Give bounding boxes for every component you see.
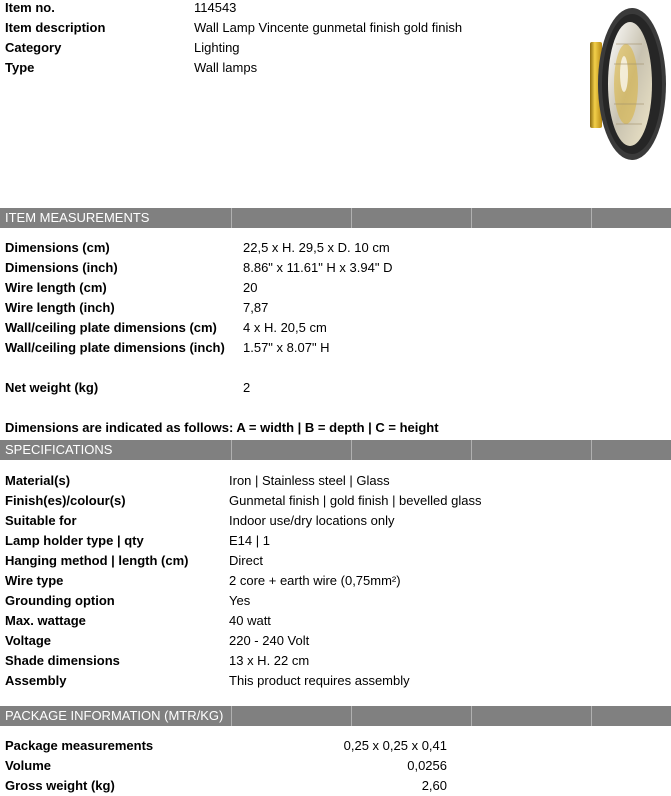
spec-row (0, 631, 671, 651)
net-weight-value: 2 (243, 380, 251, 395)
spec-value: E14 | 1 (229, 533, 270, 548)
package-information-title: PACKAGE INFORMATION (MTR/KG) (5, 708, 224, 723)
spec-row (0, 571, 671, 591)
item-no-label: Item no. (5, 0, 55, 15)
specifications-header (0, 440, 671, 460)
measurement-value: 1.57" x 8.07" H (243, 340, 330, 355)
spec-row (0, 671, 671, 691)
spec-label: Assembly (5, 673, 67, 688)
spec-row (0, 491, 671, 511)
spec-row (0, 471, 671, 491)
package-label: Volume (5, 758, 51, 773)
package-label: Package measurements (5, 738, 154, 753)
category-value: Lighting (194, 40, 240, 55)
spec-value: 220 - 240 Volt (229, 633, 310, 648)
spec-row (0, 611, 671, 631)
package-label: Gross weight (kg) (5, 778, 115, 793)
spec-row (0, 551, 671, 571)
spec-label: Grounding option (5, 593, 115, 608)
net-weight-row (0, 378, 671, 398)
spec-label: Voltage (5, 633, 51, 648)
measurement-label: Dimensions (cm) (5, 240, 110, 255)
product-image (580, 4, 670, 164)
measurement-value: 20 (243, 280, 258, 295)
dimensions-note: Dimensions are indicated as follows: A = width | B = depth | C = height (5, 420, 439, 435)
measurement-value: 22,5 x H. 29,5 x D. 10 cm (243, 240, 390, 255)
spec-label: Max. wattage (5, 613, 86, 628)
measurement-row (0, 298, 671, 318)
measurement-row (0, 338, 671, 358)
spec-label: Material(s) (5, 473, 71, 488)
measurement-value: 4 x H. 20,5 cm (243, 320, 327, 335)
measurement-label: Dimensions (inch) (5, 260, 118, 275)
spec-value: Gunmetal finish | gold finish | bevelled glass (229, 493, 482, 508)
item-description-label: Item description (5, 20, 106, 35)
package-value: 0,25 x 0,25 x 0,41 (343, 738, 447, 753)
spec-row (0, 651, 671, 671)
item-description-value: Wall Lamp Vincente gunmetal finish gold finish (194, 20, 463, 35)
package-row (0, 776, 671, 796)
measurement-row (0, 278, 671, 298)
package-information-header (0, 706, 671, 726)
spec-value: 2 core + earth wire (0,75mm²) (229, 573, 401, 588)
measurement-row (0, 258, 671, 278)
package-row (0, 736, 671, 756)
spec-label: Suitable for (5, 513, 77, 528)
package-value: 0,0256 (407, 758, 447, 773)
measurement-label: Wall/ceiling plate dimensions (inch) (5, 340, 225, 355)
spec-row (0, 591, 671, 611)
measurement-value: 7,87 (243, 300, 269, 315)
measurement-label: Wire length (cm) (5, 280, 107, 295)
spec-label: Hanging method | length (cm) (5, 553, 189, 568)
package-value: 2,60 (421, 778, 447, 793)
spec-value: 13 x H. 22 cm (229, 653, 310, 668)
type-value: Wall lamps (194, 60, 258, 75)
measurement-row (0, 318, 671, 338)
item-measurements-title: ITEM MEASUREMENTS (5, 210, 150, 225)
package-row (0, 756, 671, 776)
measurement-value: 8.86" x 11.61" H x 3.94" D (243, 260, 393, 275)
measurement-label: Wall/ceiling plate dimensions (cm) (5, 320, 217, 335)
spec-label: Finish(es)/colour(s) (5, 493, 126, 508)
spec-value: Iron | Stainless steel | Glass (229, 473, 390, 488)
spec-value: This product requires assembly (229, 673, 410, 688)
measurement-label: Wire length (inch) (5, 300, 115, 315)
spec-label: Wire type (5, 573, 64, 588)
measurement-row (0, 238, 671, 258)
spec-value: Yes (229, 593, 251, 608)
spec-label: Shade dimensions (5, 653, 120, 668)
spec-value: Indoor use/dry locations only (229, 513, 395, 528)
type-label: Type (5, 60, 35, 75)
spec-row (0, 531, 671, 551)
item-no-value: 114543 (194, 0, 237, 15)
specifications-title: SPECIFICATIONS (5, 442, 113, 457)
item-measurements-header (0, 208, 671, 228)
category-label: Category (5, 40, 62, 55)
spec-label: Lamp holder type | qty (5, 533, 144, 548)
spec-row (0, 511, 671, 531)
spec-value: 40 watt (229, 613, 271, 628)
net-weight-label: Net weight (kg) (5, 380, 99, 395)
spec-value: Direct (229, 553, 263, 568)
